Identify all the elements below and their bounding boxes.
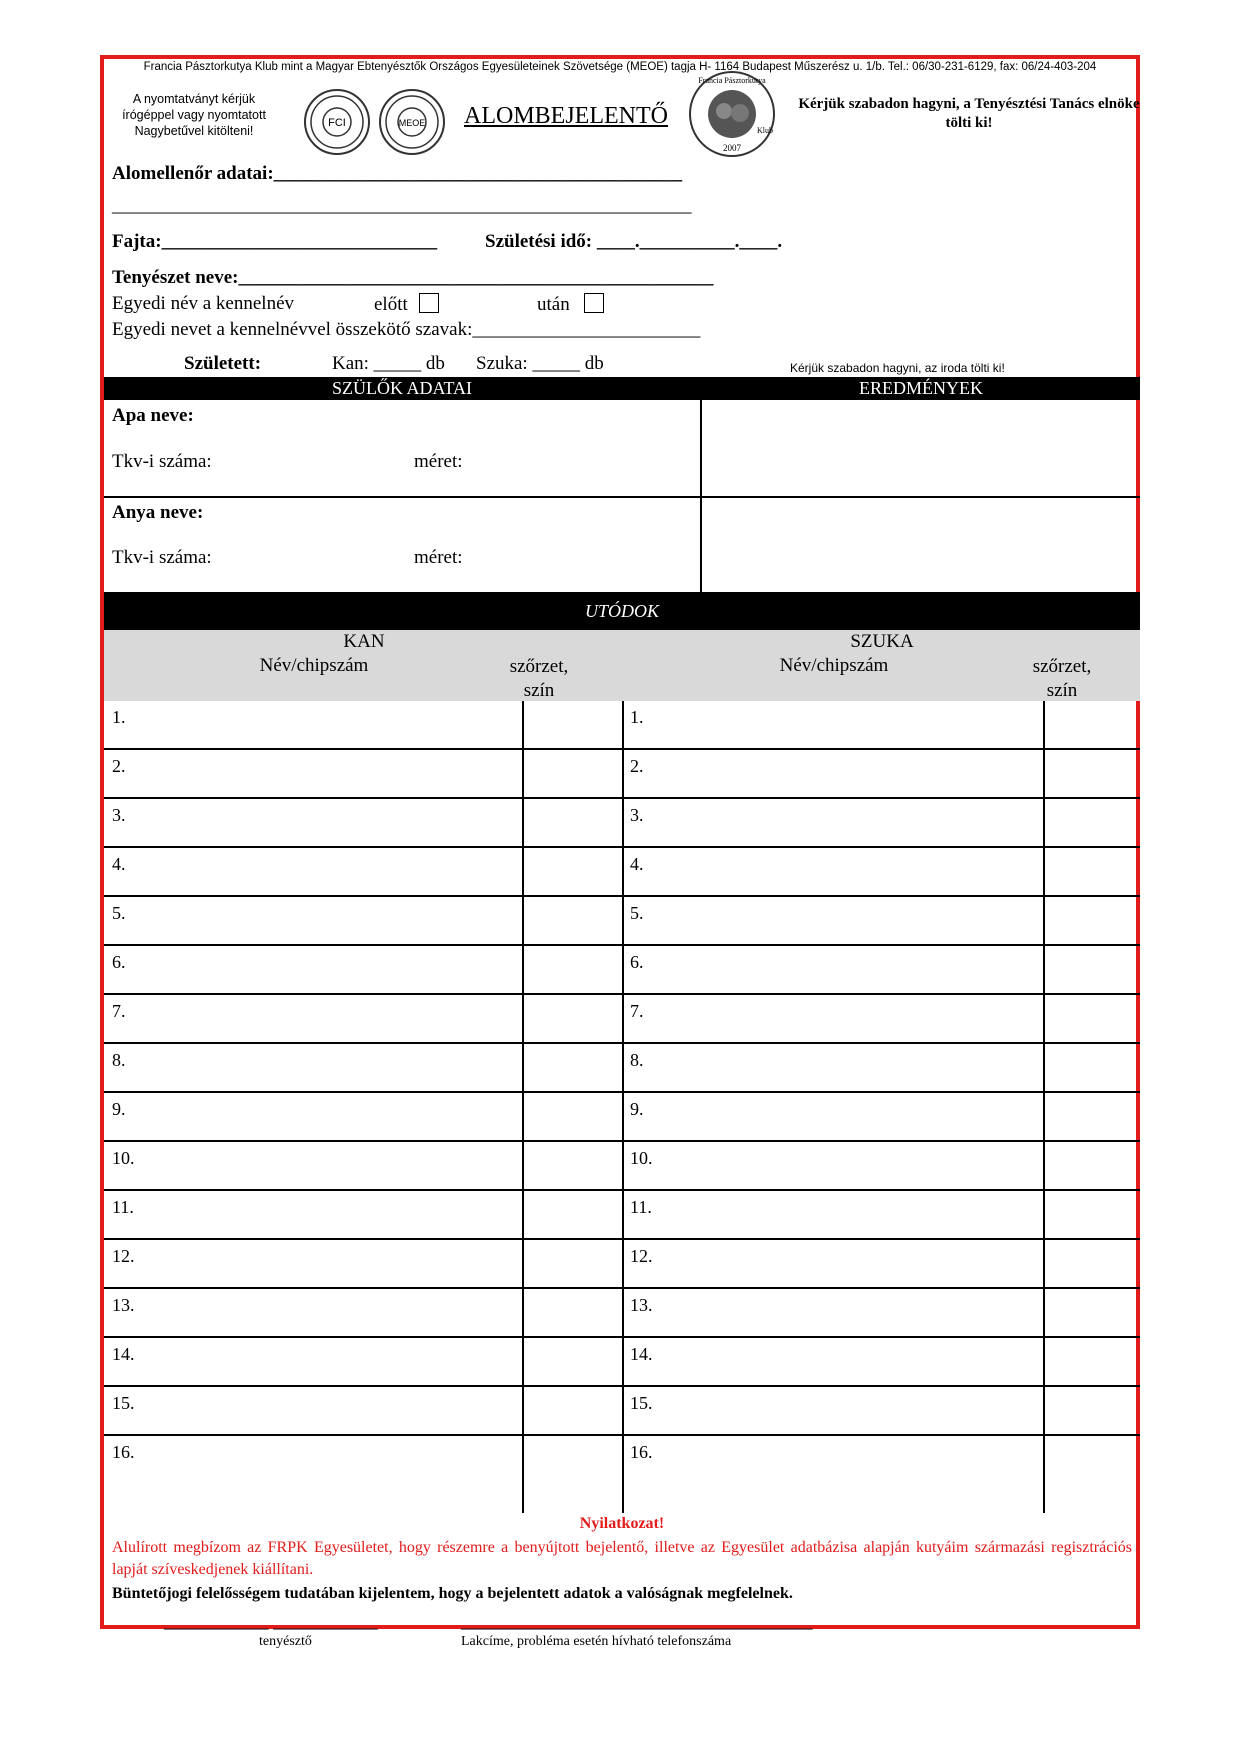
form-title: ALOMBEJELENTŐ [464, 103, 668, 129]
svg-text:Klub: Klub [757, 126, 773, 135]
female-coat-cell[interactable] [1045, 1093, 1140, 1140]
mother-size-label: méret: [414, 547, 463, 568]
female-coat-cell[interactable] [1045, 799, 1140, 846]
female-coat-cell[interactable] [1045, 1289, 1140, 1336]
name-kennel-label: Egyedi név a kennelnév [112, 293, 295, 314]
female-count-field[interactable]: Szuka: _____ db [476, 353, 604, 374]
female-coat-cell[interactable] [1045, 1240, 1140, 1287]
male-row-number: 4. [112, 854, 126, 874]
male-row-number: 3. [112, 805, 126, 825]
male-name-cell[interactable] [132, 1387, 520, 1434]
female-row-number: 5. [630, 903, 644, 923]
male-row-number: 7. [112, 1001, 126, 1021]
male-name-cell[interactable] [132, 1240, 520, 1287]
male-row-number: 9. [112, 1099, 126, 1119]
male-coat-cell[interactable] [524, 1142, 620, 1189]
male-coat-cell[interactable] [524, 1240, 620, 1287]
office-note: Kérjük szabadon hagyni, az iroda tölti ki! [790, 361, 1005, 375]
male-name-cell[interactable] [132, 1093, 520, 1140]
club-logo [689, 71, 775, 157]
male-coat-cell[interactable] [524, 848, 620, 895]
fill-instructions: A nyomtatványt kérjük írógéppel vagy nyomtatott Nagybetűvel kitölteni! [122, 92, 266, 138]
female-row-number: 7. [630, 1001, 644, 1021]
svg-text:MEOE: MEOE [398, 118, 426, 128]
male-row-number: 14. [112, 1344, 135, 1364]
male-name-cell[interactable] [132, 897, 520, 944]
male-name-cell[interactable] [132, 1044, 520, 1091]
svg-text:Francia Pásztorkutya: Francia Pásztorkutya [698, 76, 766, 85]
meoe-logo [379, 89, 445, 155]
male-coat-cell[interactable] [524, 1093, 620, 1140]
female-name-cell[interactable] [650, 750, 1041, 797]
male-row-number: 5. [112, 903, 126, 923]
breed-field[interactable]: Fajta:_____________________________ [112, 231, 438, 252]
female-coat-cell[interactable] [1045, 995, 1140, 1042]
linking-words-field[interactable]: Egyedi nevet a kennelnévvel összekötő szavak:________________________ [112, 319, 701, 340]
male-name-cell[interactable] [132, 995, 520, 1042]
before-checkbox[interactable] [419, 293, 439, 313]
inspector-field-cont[interactable]: _____________________________________________________________ [112, 195, 692, 216]
female-row-number: 12. [630, 1246, 653, 1266]
after-checkbox[interactable] [584, 293, 604, 313]
after-option[interactable] [537, 293, 604, 316]
male-coat-cell[interactable] [524, 1289, 620, 1336]
male-row-number: 15. [112, 1393, 135, 1413]
declaration-title: Nyilatkozat! [579, 1515, 665, 1532]
female-coat-col-header: szőrzet, szín [1032, 656, 1092, 701]
club-header-line: Francia Pásztorkutya Klub mint a Magyar Ebtenyésztők Országos Egyesületeinek Szövetsége (MEOE) tagja H- 1164 Budapest Műszerész u. 1/b. Tel.: 06/30-231-6129, fax: 06/24-403-204 [143, 61, 1097, 73]
male-female-divider [622, 701, 624, 1513]
before-option[interactable] [374, 293, 439, 316]
declaration-bold-text: Büntetőjogi felelősségem tudatában kijelentem, hogy a bejelentett adatok a valóságnak megfelelnek. [112, 1585, 793, 1602]
form-frame [100, 55, 1140, 1649]
male-row-number: 11. [112, 1197, 134, 1217]
female-row-number: 15. [630, 1393, 653, 1413]
address-label: Lakcíme, probléma esetén hívható telefonszáma [461, 1634, 732, 1649]
female-coat-cell[interactable] [1045, 1191, 1140, 1238]
female-row-number: 10. [630, 1148, 653, 1168]
female-coat-cell[interactable] [1045, 701, 1140, 748]
female-name-cell[interactable] [650, 1240, 1041, 1287]
male-name-cell[interactable] [132, 946, 520, 993]
fci-logo [304, 89, 370, 155]
female-coat-cell[interactable] [1045, 1142, 1140, 1189]
female-name-cell[interactable] [650, 1338, 1041, 1385]
male-coat-cell[interactable] [524, 701, 620, 748]
inspector-field[interactable]: Alomellenőr adatai:___________________________________________ [112, 163, 683, 184]
female-row-number: 13. [630, 1295, 653, 1315]
mother-name-label: Anya neve: [112, 502, 204, 523]
female-coat-cell[interactable] [1045, 1338, 1140, 1385]
mother-results-cell[interactable] [702, 498, 1140, 592]
male-name-cell[interactable] [132, 1338, 520, 1385]
male-name-cell[interactable] [132, 1436, 520, 1483]
male-coat-cell[interactable] [524, 1044, 620, 1091]
female-row-number: 16. [630, 1442, 653, 1462]
male-coat-cell[interactable] [524, 946, 620, 993]
declaration-text: Alulírott megbízom az FRPK Egyesületet, hogy részemre a benyújtott bejelentő, illetve az Egyesület adatbázisa alapján kutyáim származási regisztrációs lapját szíveskedjenek kiállítani. [112, 1539, 1132, 1578]
born-label: Született: [184, 353, 262, 374]
female-name-cell[interactable] [650, 946, 1041, 993]
male-row-number: 16. [112, 1442, 135, 1462]
male-coat-cell[interactable] [524, 897, 620, 944]
male-name-cell[interactable] [132, 1289, 520, 1336]
results-header: EREDMÉNYEK [859, 378, 983, 398]
breeder-signature-label: tenyésztő [259, 1634, 312, 1649]
female-name-cell[interactable] [650, 897, 1041, 944]
address-line[interactable]: _____________________________________ [461, 1611, 813, 1632]
female-coat-cell[interactable] [1045, 897, 1140, 944]
female-name-cell[interactable] [650, 1093, 1041, 1140]
female-row-number: 8. [630, 1050, 644, 1070]
kennel-name-field[interactable]: Tenyészet neve:__________________________________________________ [112, 267, 714, 288]
female-name-cell[interactable] [650, 1142, 1041, 1189]
female-row-number: 11. [630, 1197, 652, 1217]
father-results-cell[interactable] [702, 400, 1140, 496]
female-row-number: 2. [630, 756, 644, 776]
male-name-col-header: Név/chipszám [259, 655, 369, 676]
male-row-number: 8. [112, 1050, 126, 1070]
female-name-cell[interactable] [650, 995, 1041, 1042]
female-name-cell[interactable] [650, 1191, 1041, 1238]
female-coat-cell[interactable] [1045, 1436, 1140, 1483]
male-row-number: 10. [112, 1148, 135, 1168]
male-row-number: 6. [112, 952, 126, 972]
male-coat-cell[interactable] [524, 1338, 620, 1385]
female-row-number: 14. [630, 1344, 653, 1364]
male-coat-col-header: szőrzet, szín [509, 656, 569, 701]
female-name-cell[interactable] [650, 1387, 1041, 1434]
female-column-title: SZUKA [850, 631, 914, 652]
male-coat-cell[interactable] [524, 995, 620, 1042]
female-row-number: 4. [630, 854, 644, 874]
before-label: előtt [374, 294, 408, 315]
father-studbook-label: Tkv-i száma: [112, 451, 212, 472]
male-column-title: KAN [343, 631, 385, 652]
male-name-cell[interactable] [132, 750, 520, 797]
female-coat-cell[interactable] [1045, 1044, 1140, 1091]
male-row-number: 2. [112, 756, 126, 776]
svg-text:FCI: FCI [328, 117, 346, 129]
male-name-cell[interactable] [132, 701, 520, 748]
female-coat-cell[interactable] [1045, 848, 1140, 895]
male-name-cell[interactable] [132, 1191, 520, 1238]
male-coat-cell[interactable] [524, 1436, 620, 1483]
female-row-number: 1. [630, 707, 644, 727]
female-name-col-header: Név/chipszám [779, 655, 889, 676]
male-coat-cell[interactable] [524, 799, 620, 846]
female-row-number: 6. [630, 952, 644, 972]
male-row-number: 13. [112, 1295, 135, 1315]
offspring-header: UTÓDOK [104, 592, 1140, 630]
female-name-cell[interactable] [650, 1289, 1041, 1336]
female-row-number: 9. [630, 1099, 644, 1119]
male-row-number: 1. [112, 707, 126, 727]
male-name-cell[interactable] [132, 1142, 520, 1189]
male-name-cell[interactable] [132, 848, 520, 895]
female-name-cell[interactable] [650, 701, 1041, 748]
female-coat-cell[interactable] [1045, 750, 1140, 797]
female-name-cell[interactable] [650, 1436, 1041, 1483]
birth-date-field[interactable]: Születési idő: ____.__________.____. [485, 231, 783, 252]
female-name-cell[interactable] [650, 799, 1041, 846]
male-count-field[interactable]: Kan: _____ db [332, 353, 445, 374]
father-name-label: Apa neve: [112, 405, 194, 426]
male-name-cell[interactable] [132, 799, 520, 846]
female-row-number: 3. [630, 805, 644, 825]
female-name-cell[interactable] [650, 848, 1041, 895]
male-row-number: 12. [112, 1246, 135, 1266]
breeder-signature-line[interactable]: ___________ ___________ [164, 1611, 378, 1632]
female-coat-cell[interactable] [1045, 1387, 1140, 1434]
father-size-label: méret: [414, 451, 463, 472]
female-coat-cell[interactable] [1045, 946, 1140, 993]
male-coat-cell[interactable] [524, 750, 620, 797]
mother-studbook-label: Tkv-i száma: [112, 547, 212, 568]
female-name-cell[interactable] [650, 1044, 1041, 1091]
after-label: után [537, 294, 570, 315]
parents-header: SZÜLŐK ADATAI [331, 378, 473, 398]
council-note: Kérjük szabadon hagyni, a Tenyésztési Tanács elnöke tölti ki! [798, 96, 1140, 131]
male-coat-cell[interactable] [524, 1191, 620, 1238]
male-coat-cell[interactable] [524, 1387, 620, 1434]
svg-text:2007: 2007 [723, 143, 741, 153]
